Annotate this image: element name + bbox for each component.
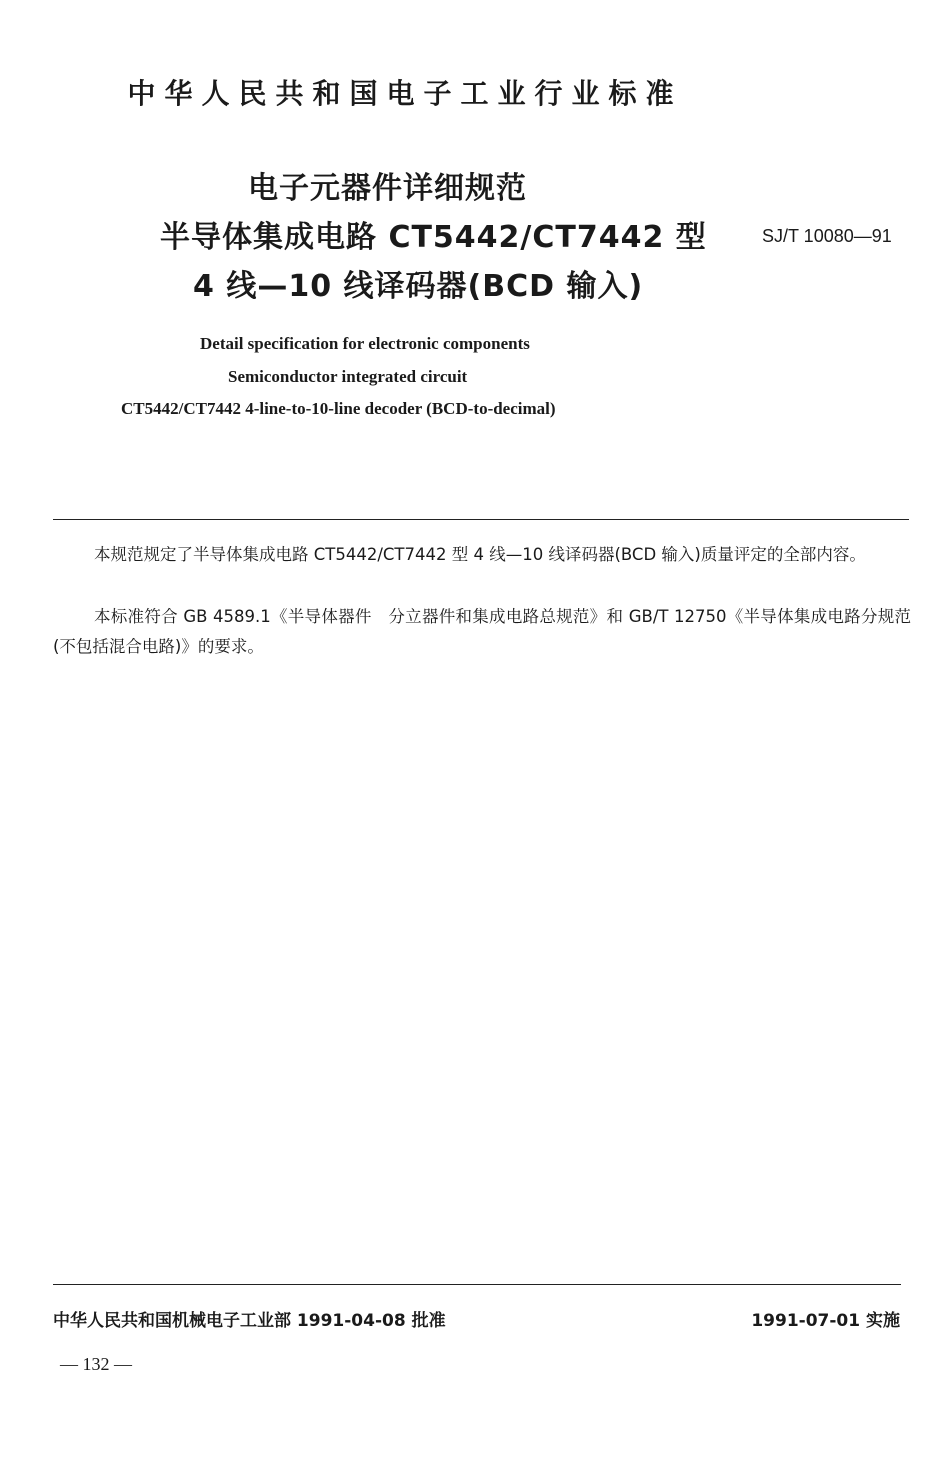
title-cn-line-3: 4 线—10 线译码器(BCD 输入) [193,269,644,304]
title-en-line-2: Semiconductor integrated circuit [228,367,468,386]
title-cn-line-2: 半导体集成电路 CT5442/CT7442 型 [160,220,707,255]
industry-standard-heading: 中华人民共和国电子工业行业标准 [127,77,683,110]
conformance-paragraph: 本标准符合 GB 4589.1《半导体器件 分立器件和集成电路总规范》和 GB/T 12750《半导体集成电路分规范(不包括混合电路)》的要求。 [53,607,911,656]
approval-statement: 中华人民共和国机械电子工业部 1991-04-08 批准 [53,1311,446,1331]
title-en-line-1: Detail specification for electronic components [200,334,530,353]
bottom-divider [53,1284,901,1285]
standard-number: SJ/T 10080—91 [762,226,892,246]
top-divider [53,519,909,520]
title-en-line-3: CT5442/CT7442 4-line-to-10-line decoder (BCD-to-decimal) [121,399,556,418]
title-cn-line-1: 电子元器件详细规范 [248,171,527,206]
scope-paragraph: 本规范规定了半导体集成电路 CT5442/CT7442 型 4 线—10 线译码器(BCD 输入)质量评定的全部内容。 [94,545,866,564]
implementation-date: 1991-07-01 实施 [751,1311,900,1331]
page-number: — 132 — [60,1354,132,1374]
